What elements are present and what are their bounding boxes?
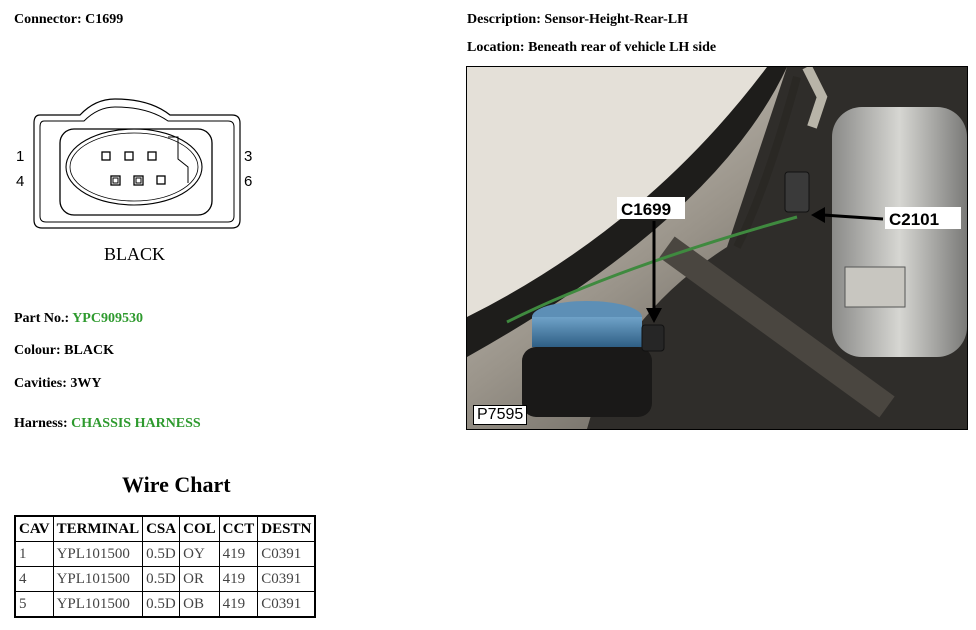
- photo-mount: [522, 347, 652, 417]
- pin-label-1: 1: [16, 148, 25, 165]
- cavities-label: Cavities:: [14, 376, 67, 391]
- column-header-cav: CAV: [15, 516, 53, 542]
- connector-colour-caption: BLACK: [104, 244, 166, 264]
- cell-col: OY: [180, 542, 220, 567]
- part-number-link[interactable]: YPC909530: [72, 311, 143, 326]
- wire-chart-title: Wire Chart: [122, 472, 231, 497]
- harness-link[interactable]: CHASSIS HARNESS: [71, 416, 201, 431]
- cell-cct: 419: [219, 592, 258, 618]
- callout-c1699: C1699: [621, 200, 672, 219]
- colour-label: Colour:: [14, 343, 61, 358]
- photo-connector-c2101: [785, 172, 809, 212]
- wire-chart-header-row: [15, 516, 315, 542]
- cell-cav: 1: [15, 542, 53, 567]
- photo-air-spring: [832, 107, 967, 357]
- location-heading: [467, 40, 716, 56]
- cavity-4-terminal: [113, 178, 118, 183]
- cell-cct: 419: [219, 542, 258, 567]
- location-value: Beneath rear of vehicle LH side: [528, 40, 717, 55]
- cell-csa: 0.5D: [143, 542, 180, 567]
- harness-row: [14, 416, 201, 432]
- cell-col: OR: [180, 567, 220, 592]
- connector-label: Connector:: [14, 12, 82, 27]
- photo-connector-c1699: [642, 325, 664, 351]
- cavity-6: [157, 176, 165, 184]
- cavity-1: [102, 152, 110, 160]
- location-photo: [466, 66, 968, 430]
- cell-cct: 419: [219, 567, 258, 592]
- photo-air-spring-label: [845, 267, 905, 307]
- column-header-col: COL: [180, 516, 220, 542]
- cell-csa: 0.5D: [143, 592, 180, 618]
- photo-blue-cap: [532, 317, 642, 347]
- harness-label: Harness:: [14, 416, 68, 431]
- cell-cav: 4: [15, 567, 53, 592]
- connector-oval: [66, 129, 202, 205]
- cavities-value: 3WY: [70, 376, 102, 391]
- location-photo-illustration: [467, 67, 967, 429]
- column-header-terminal: TERMINAL: [53, 516, 143, 542]
- wire-chart-table: [14, 515, 316, 618]
- column-header-destn: DESTN: [258, 516, 316, 542]
- pin-label-6: 6: [244, 173, 253, 190]
- cell-terminal: YPL101500: [53, 567, 143, 592]
- column-header-cct: CCT: [219, 516, 258, 542]
- colour-value: BLACK: [64, 343, 114, 358]
- connector-heading: [14, 12, 123, 28]
- callout-c2101: C2101: [889, 210, 940, 229]
- part-number-row: [14, 311, 143, 327]
- cell-col: OB: [180, 592, 220, 618]
- cavity-2: [125, 152, 133, 160]
- table-row: [15, 592, 315, 618]
- cavities-row: [14, 376, 102, 392]
- cell-cav: 5: [15, 592, 53, 618]
- connector-key: [168, 137, 188, 183]
- column-header-csa: CSA: [143, 516, 180, 542]
- connector-value: C1699: [85, 12, 124, 27]
- cavity-4: [111, 176, 120, 185]
- cell-terminal: YPL101500: [53, 542, 143, 567]
- colour-row: [14, 343, 114, 359]
- description-value: Sensor-Height-Rear-LH: [544, 12, 688, 27]
- cavity-5-terminal: [136, 178, 141, 183]
- cell-csa: 0.5D: [143, 567, 180, 592]
- cell-destn: C0391: [258, 592, 316, 618]
- photo-reference-tag: P7595: [473, 405, 527, 425]
- table-row: [15, 567, 315, 592]
- description-heading: [467, 12, 688, 28]
- connector-oval-inner: [70, 133, 198, 201]
- cell-destn: C0391: [258, 542, 316, 567]
- table-row: [15, 542, 315, 567]
- pin-label-3: 3: [244, 148, 253, 165]
- cell-destn: C0391: [258, 567, 316, 592]
- location-label: Location:: [467, 40, 525, 55]
- part-number-label: Part No.:: [14, 311, 70, 326]
- cavity-3: [148, 152, 156, 160]
- pin-label-4: 4: [16, 173, 25, 190]
- cavity-5: [134, 176, 143, 185]
- cell-terminal: YPL101500: [53, 592, 143, 618]
- connector-face-diagram: [10, 95, 270, 270]
- description-label: Description:: [467, 12, 541, 27]
